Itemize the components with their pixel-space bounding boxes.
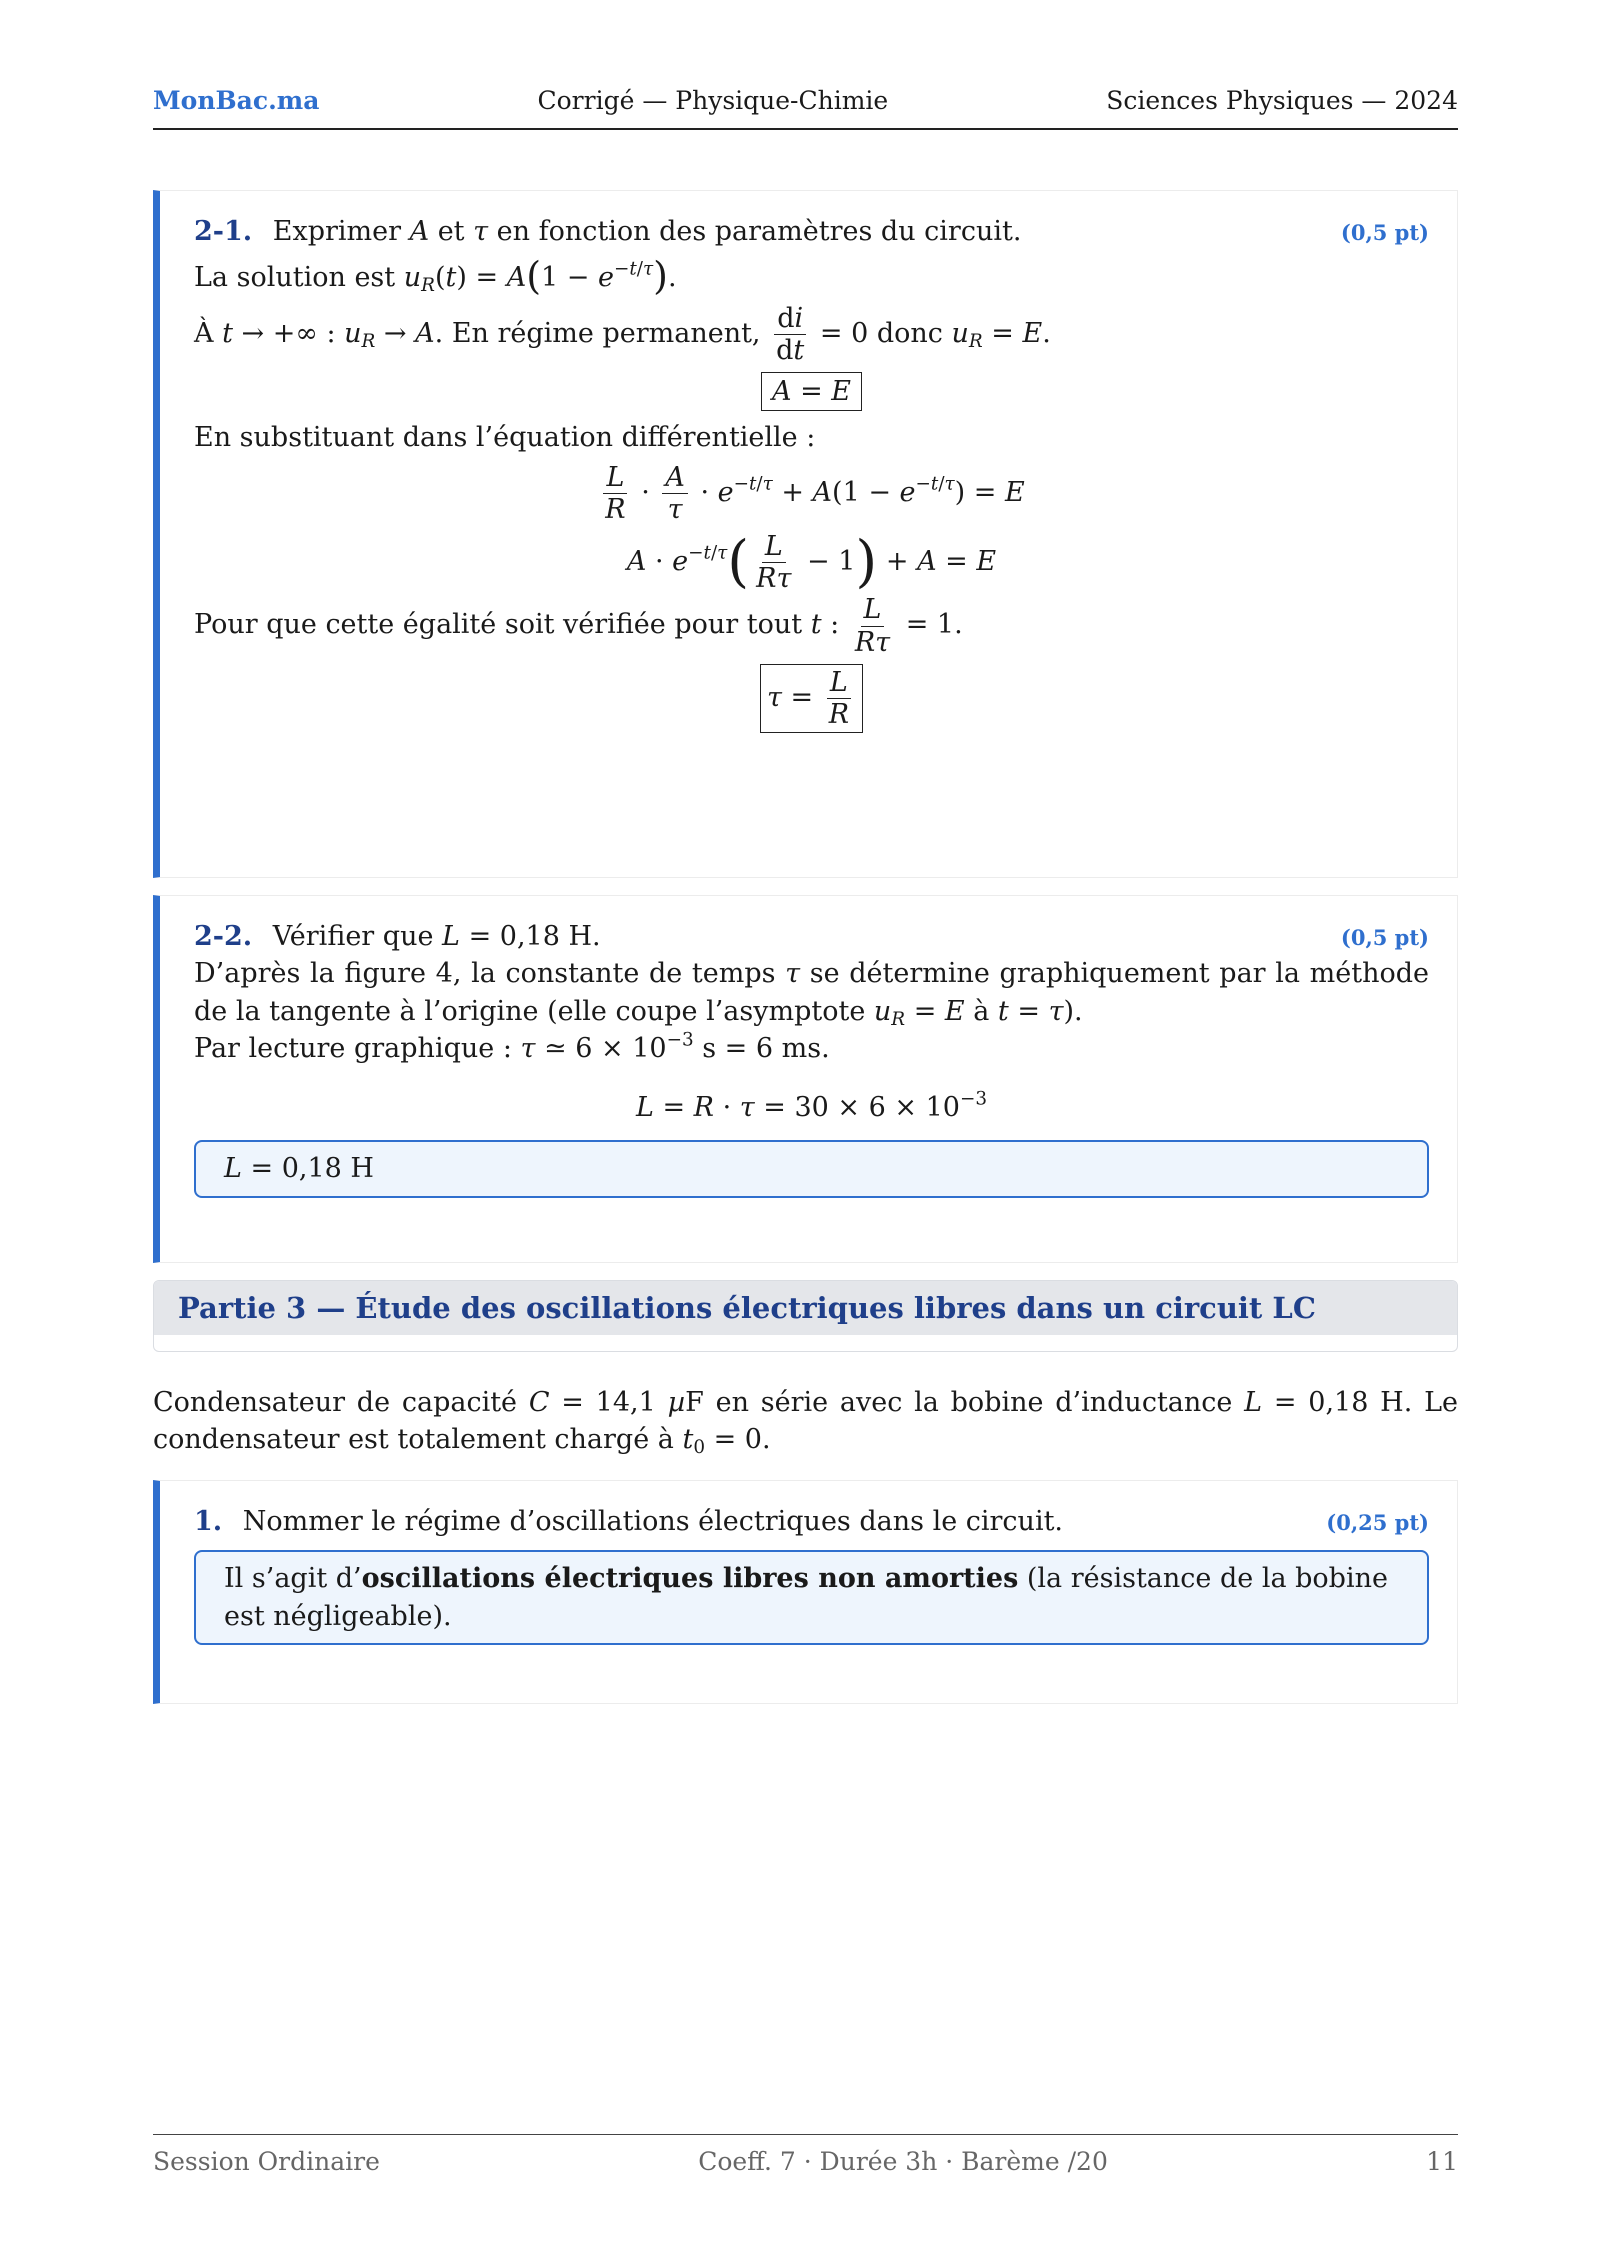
question-title: Vérifier que L = 0,18 H. xyxy=(272,921,601,952)
condition-line: Pour que cette égalité soit vérifiée pour tout t : $\frac{L}{R\tau}$ = 1. xyxy=(194,594,963,658)
header-subject: Corrigé — Physique-Chimie xyxy=(537,86,889,115)
solution-line: La solution est $u_R(t) = A(1 - e^{-t/\tau})$. xyxy=(194,254,677,299)
question-number: 2-2. xyxy=(194,921,253,952)
page-header xyxy=(153,84,1458,130)
question-points: (0,5 pt) xyxy=(1340,925,1429,950)
question-number: 2-1. xyxy=(194,216,253,247)
section-title: Partie 3 — Étude des oscillations électriques libres dans un circuit LC xyxy=(154,1281,1457,1335)
question-header xyxy=(194,213,1429,250)
graph-method-text: D’après la figure 4, la constante de temps τ se détermine graphiquement par la méthode de la tangente à l’origine (elle coupe l’asymptote $u_R = E$ à t = τ). xyxy=(194,958,1429,1030)
substitute-line: En substituant dans l’équation différentielle : xyxy=(194,422,816,454)
intro-paragraph: Condensateur de capacité C = 14,1 µF en série avec la bobine d’inductance L = 0,18 H. Le condensateur est totalement chargé à $t_0 = 0$. xyxy=(153,1387,1458,1459)
equation-2: $A \cdot e^{-t/\tau}$( $\frac{L}{R\tau}$ − 1) + A = E xyxy=(626,529,997,595)
question-2-1 xyxy=(153,190,1458,878)
result-a: A = E xyxy=(194,372,1429,411)
question-number: 1. xyxy=(194,1506,223,1537)
question-points: (0,25 pt) xyxy=(1326,1510,1429,1535)
result-tau: τ = $\frac{L}{R}$ xyxy=(194,664,1429,733)
section-header-part-3 xyxy=(153,1280,1458,1352)
brand-logo[interactable]: MonBac.ma xyxy=(153,86,320,115)
question-points: (0,5 pt) xyxy=(1340,220,1429,245)
header-series: Sciences Physiques — 2024 xyxy=(1106,86,1458,115)
question-header xyxy=(194,918,1429,955)
footer-info: Coeff. 7 · Durée 3h · Barème /20 xyxy=(698,2147,1108,2176)
question-1 xyxy=(153,1480,1458,1704)
page-footer xyxy=(153,2134,1458,2180)
page-number: 11 xyxy=(1426,2147,1458,2176)
question-title: Exprimer A et τ en fonction des paramètres du circuit. xyxy=(272,216,1022,247)
equation-1: $\frac{L}{R}$ · $\frac{A}{\tau}$ · $e^{-t/\tau} + A(1 - e^{-t/\tau}) = E$ xyxy=(605,462,1025,526)
inductance-equation: $L = R \cdot \tau = 30 \times 6 \times 10^{-3}$ xyxy=(635,1088,988,1123)
footer-session: Session Ordinaire xyxy=(153,2147,380,2176)
answer-box: Il s’agit d’oscillations électriques libres non amorties (la résistance de la bobine est négligeable). xyxy=(194,1550,1429,1645)
answer-box: L = 0,18 H xyxy=(194,1140,1429,1197)
graph-reading-text: Par lecture graphique : τ ≃ $6 \times 10^{-3}$ s = 6 ms. xyxy=(194,1029,830,1064)
question-2-2 xyxy=(153,895,1458,1263)
limit-line: À t → +∞ : $u_R \to A$. En régime permanent, $\frac{di}{dt}$ = 0 donc $u_R = E$. xyxy=(194,302,1051,366)
question-title: Nommer le régime d’oscillations électriques dans le circuit. xyxy=(242,1506,1064,1537)
question-header xyxy=(194,1503,1429,1540)
